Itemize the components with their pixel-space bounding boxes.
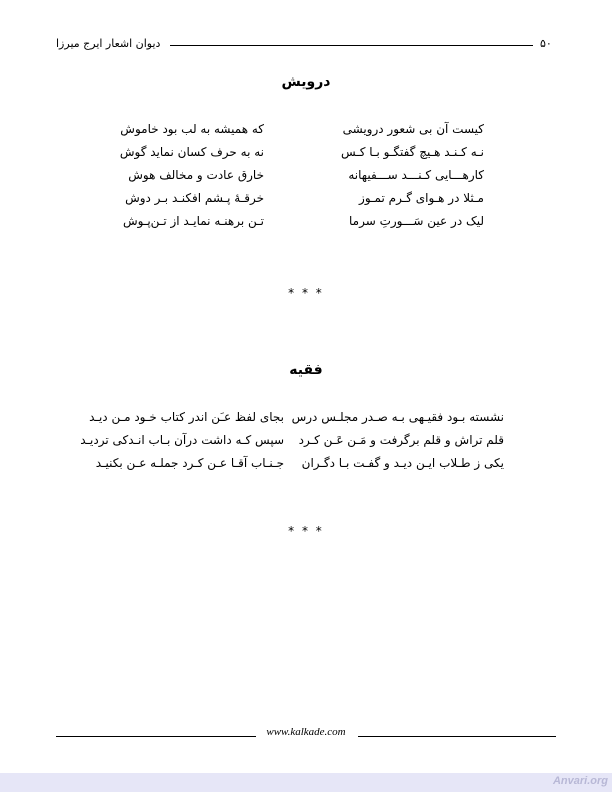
verse-line: بجای لفظ عـَن اندر کتاب خـود مـن دیـد [89, 410, 284, 424]
verse-line: تـن برهنـه نمایـد از تـن‌پـوش [122, 214, 264, 228]
poem2-right-column [292, 406, 504, 475]
verse-line: جـنـاب آقـا عـن کـرد جملـه عـن بکنیـد [95, 456, 284, 470]
verse-line: سپس کـه داشت درآن بـاب انـدکی تردیـد [80, 433, 284, 447]
verse-line: مـثلا در هـوای گـرم تمـوز [359, 191, 484, 205]
verse-line: لیک در عین سَـــورتِ سرما [349, 214, 484, 228]
verse-line: قلم تراش و قلم برگرفت و مَـن عَـن کـرد [298, 433, 504, 447]
verse-line: کیست آن بی شعور درویشی [342, 122, 484, 136]
verse-line: خرقـۀ پـشم افکنـد بـر دوش [125, 191, 264, 205]
verse-line: نشسته بـود فقیـهی بـه صـدر مجلـس درس [291, 410, 504, 424]
poem2-left-column [80, 406, 284, 475]
poem-title-faqih: فقیه [289, 362, 323, 378]
verse-line: نه به حرف کسان نماید گوش [119, 145, 264, 159]
verse-line: که همیشه به لب بود خاموش [120, 122, 264, 136]
verse-line: کارهـــایی کـنـــد ســـفیهانه [348, 168, 484, 182]
poem1-left-column [120, 118, 264, 233]
book-title: دیوان اشعار ایرج میرزا [56, 37, 161, 50]
page-number: ۵۰ [540, 37, 552, 50]
verse-line: یکی ز طـلاب ایـن دیـد و گفـت بـا دگـران [301, 456, 504, 470]
section-separator: * * * [288, 286, 324, 300]
verse-line: خارق عادت و مخالف هوش [128, 168, 264, 182]
footer-website[interactable]: www.kalkade.com [260, 726, 351, 738]
watermark-bar [0, 773, 612, 792]
watermark-logo: Anvari.org [552, 775, 608, 787]
header-rule [170, 45, 533, 46]
page-footer [56, 726, 556, 744]
verse-line: نـه کـنـد هـیچ گفتگـو بـا کـس [340, 145, 484, 159]
section-separator: * * * [288, 524, 324, 538]
poem-title-darvish: درویش [281, 74, 331, 90]
poem1-right-column [341, 118, 484, 233]
